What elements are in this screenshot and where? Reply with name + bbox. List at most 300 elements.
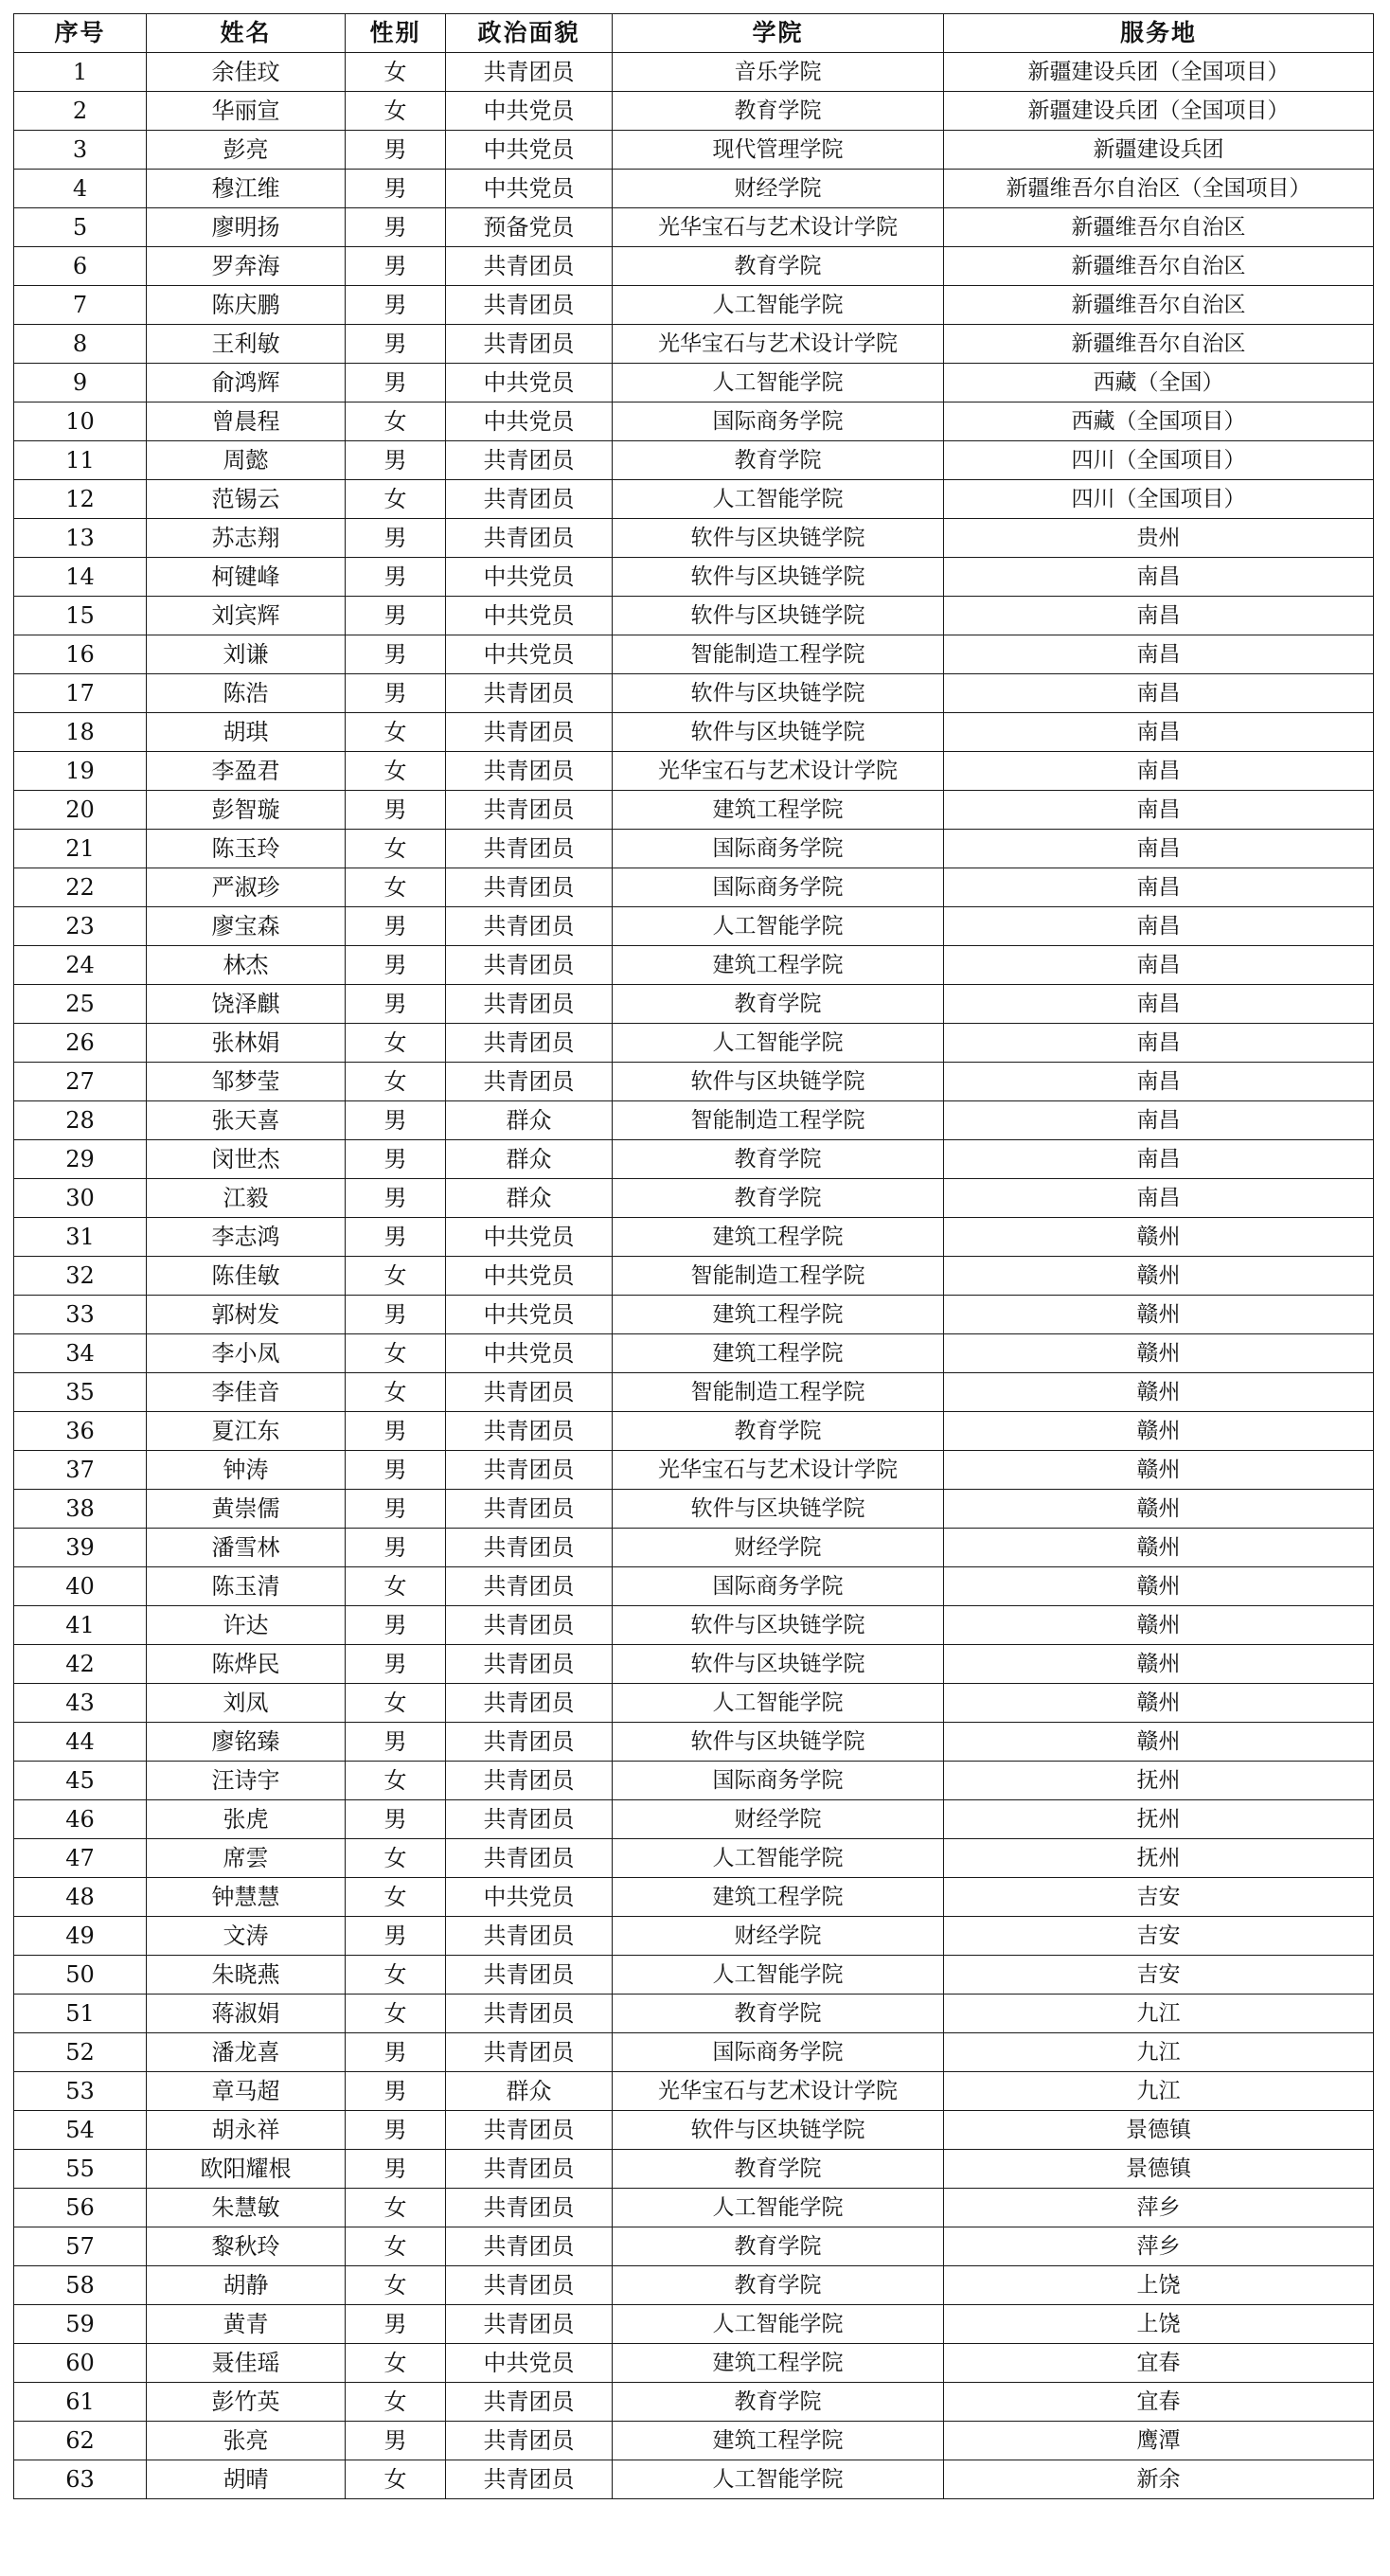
cell-index: 40 xyxy=(14,1567,147,1606)
table-row xyxy=(14,946,1374,985)
cell-service-location: 吉安 xyxy=(944,1917,1374,1956)
cell-service-location: 赣州 xyxy=(944,1412,1374,1451)
table-row xyxy=(14,635,1374,674)
table-row xyxy=(14,985,1374,1024)
cell-name: 朱晓燕 xyxy=(147,1956,346,1995)
cell-gender: 男 xyxy=(346,1490,446,1529)
table-row xyxy=(14,1723,1374,1762)
cell-index: 63 xyxy=(14,2460,147,2499)
cell-gender: 男 xyxy=(346,1179,446,1218)
cell-service-location: 赣州 xyxy=(944,1529,1374,1567)
table-row xyxy=(14,1296,1374,1334)
cell-service-location: 南昌 xyxy=(944,558,1374,597)
cell-college: 人工智能学院 xyxy=(613,907,944,946)
cell-gender: 男 xyxy=(346,364,446,402)
cell-name: 闵世杰 xyxy=(147,1140,346,1179)
cell-gender: 男 xyxy=(346,2072,446,2111)
cell-index: 32 xyxy=(14,1257,147,1296)
cell-college: 光华宝石与艺术设计学院 xyxy=(613,1451,944,1490)
cell-index: 5 xyxy=(14,208,147,247)
cell-college: 教育学院 xyxy=(613,1995,944,2033)
cell-service-location: 南昌 xyxy=(944,752,1374,791)
cell-name: 潘雪林 xyxy=(147,1529,346,1567)
cell-name: 夏江东 xyxy=(147,1412,346,1451)
cell-name: 廖铭臻 xyxy=(147,1723,346,1762)
cell-service-location: 吉安 xyxy=(944,1956,1374,1995)
cell-index: 50 xyxy=(14,1956,147,1995)
table-row xyxy=(14,208,1374,247)
cell-political-status: 共青团员 xyxy=(446,2460,613,2499)
cell-political-status: 中共党员 xyxy=(446,402,613,441)
cell-service-location: 赣州 xyxy=(944,1723,1374,1762)
cell-service-location: 宜春 xyxy=(944,2344,1374,2383)
cell-college: 教育学院 xyxy=(613,985,944,1024)
cell-name: 廖明扬 xyxy=(147,208,346,247)
cell-index: 61 xyxy=(14,2383,147,2422)
cell-political-status: 共青团员 xyxy=(446,907,613,946)
cell-gender: 男 xyxy=(346,1140,446,1179)
cell-service-location: 南昌 xyxy=(944,1179,1374,1218)
cell-college: 人工智能学院 xyxy=(613,1839,944,1878)
cell-gender: 男 xyxy=(346,597,446,635)
cell-political-status: 预备党员 xyxy=(446,208,613,247)
cell-college: 光华宝石与艺术设计学院 xyxy=(613,325,944,364)
cell-college: 财经学院 xyxy=(613,1917,944,1956)
cell-college: 人工智能学院 xyxy=(613,2460,944,2499)
cell-name: 刘谦 xyxy=(147,635,346,674)
cell-gender: 男 xyxy=(346,674,446,713)
cell-college: 财经学院 xyxy=(613,170,944,208)
cell-service-location: 南昌 xyxy=(944,1101,1374,1140)
cell-service-location: 南昌 xyxy=(944,674,1374,713)
cell-service-location: 赣州 xyxy=(944,1606,1374,1645)
cell-index: 22 xyxy=(14,868,147,907)
cell-gender: 男 xyxy=(346,1645,446,1684)
cell-index: 43 xyxy=(14,1684,147,1723)
table-row xyxy=(14,1606,1374,1645)
cell-gender: 女 xyxy=(346,2189,446,2227)
cell-gender: 男 xyxy=(346,1917,446,1956)
cell-political-status: 共青团员 xyxy=(446,441,613,480)
cell-name: 李小凤 xyxy=(147,1334,346,1373)
cell-service-location: 九江 xyxy=(944,2033,1374,2072)
cell-index: 62 xyxy=(14,2422,147,2460)
cell-gender: 男 xyxy=(346,1529,446,1567)
cell-gender: 女 xyxy=(346,2227,446,2266)
cell-index: 33 xyxy=(14,1296,147,1334)
table-row xyxy=(14,1218,1374,1257)
cell-index: 17 xyxy=(14,674,147,713)
cell-gender: 女 xyxy=(346,713,446,752)
cell-index: 20 xyxy=(14,791,147,830)
cell-gender: 男 xyxy=(346,1800,446,1839)
table-row xyxy=(14,1101,1374,1140)
cell-index: 1 xyxy=(14,53,147,92)
cell-gender: 男 xyxy=(346,2150,446,2189)
cell-service-location: 南昌 xyxy=(944,830,1374,868)
cell-index: 3 xyxy=(14,131,147,170)
table-row xyxy=(14,1956,1374,1995)
cell-college: 智能制造工程学院 xyxy=(613,1101,944,1140)
cell-name: 廖宝森 xyxy=(147,907,346,946)
table-row xyxy=(14,2072,1374,2111)
cell-name: 陈浩 xyxy=(147,674,346,713)
cell-index: 10 xyxy=(14,402,147,441)
table-row xyxy=(14,674,1374,713)
cell-college: 光华宝石与艺术设计学院 xyxy=(613,752,944,791)
cell-name: 江毅 xyxy=(147,1179,346,1218)
cell-college: 教育学院 xyxy=(613,92,944,131)
cell-name: 聂佳瑶 xyxy=(147,2344,346,2383)
cell-service-location: 南昌 xyxy=(944,713,1374,752)
table-row xyxy=(14,1024,1374,1063)
cell-index: 18 xyxy=(14,713,147,752)
cell-gender: 男 xyxy=(346,1606,446,1645)
cell-index: 4 xyxy=(14,170,147,208)
table-row xyxy=(14,247,1374,286)
cell-name: 王利敏 xyxy=(147,325,346,364)
cell-service-location: 南昌 xyxy=(944,868,1374,907)
cell-political-status: 共青团员 xyxy=(446,713,613,752)
table-row xyxy=(14,1373,1374,1412)
cell-name: 张虎 xyxy=(147,1800,346,1839)
cell-name: 陈庆鹏 xyxy=(147,286,346,325)
cell-gender: 男 xyxy=(346,946,446,985)
cell-service-location: 南昌 xyxy=(944,907,1374,946)
cell-college: 软件与区块链学院 xyxy=(613,1063,944,1101)
cell-political-status: 共青团员 xyxy=(446,286,613,325)
header-gender: 性别 xyxy=(346,14,446,53)
cell-service-location: 赣州 xyxy=(944,1257,1374,1296)
cell-college: 建筑工程学院 xyxy=(613,946,944,985)
cell-name: 黄青 xyxy=(147,2305,346,2344)
table-row xyxy=(14,1684,1374,1723)
cell-gender: 女 xyxy=(346,53,446,92)
cell-political-status: 共青团员 xyxy=(446,1956,613,1995)
table-row xyxy=(14,558,1374,597)
cell-name: 林杰 xyxy=(147,946,346,985)
cell-name: 柯键峰 xyxy=(147,558,346,597)
table-row xyxy=(14,1490,1374,1529)
cell-index: 46 xyxy=(14,1800,147,1839)
cell-gender: 女 xyxy=(346,2460,446,2499)
cell-political-status: 中共党员 xyxy=(446,131,613,170)
cell-political-status: 中共党员 xyxy=(446,92,613,131)
cell-service-location: 南昌 xyxy=(944,1063,1374,1101)
cell-college: 人工智能学院 xyxy=(613,2189,944,2227)
cell-political-status: 共青团员 xyxy=(446,1606,613,1645)
cell-political-status: 中共党员 xyxy=(446,1878,613,1917)
cell-service-location: 抚州 xyxy=(944,1839,1374,1878)
cell-gender: 男 xyxy=(346,519,446,558)
cell-index: 51 xyxy=(14,1995,147,2033)
cell-service-location: 赣州 xyxy=(944,1296,1374,1334)
cell-name: 张林娟 xyxy=(147,1024,346,1063)
header-college: 学院 xyxy=(613,14,944,53)
cell-name: 曾晨程 xyxy=(147,402,346,441)
cell-service-location: 赣州 xyxy=(944,1334,1374,1373)
table-row xyxy=(14,1451,1374,1490)
cell-service-location: 南昌 xyxy=(944,1024,1374,1063)
cell-name: 彭竹英 xyxy=(147,2383,346,2422)
cell-gender: 女 xyxy=(346,2383,446,2422)
cell-political-status: 共青团员 xyxy=(446,2150,613,2189)
cell-gender: 女 xyxy=(346,2266,446,2305)
cell-political-status: 中共党员 xyxy=(446,1334,613,1373)
cell-gender: 女 xyxy=(346,1334,446,1373)
cell-name: 范锡云 xyxy=(147,480,346,519)
table-row xyxy=(14,2383,1374,2422)
table-row xyxy=(14,53,1374,92)
cell-college: 软件与区块链学院 xyxy=(613,1645,944,1684)
cell-gender: 女 xyxy=(346,1567,446,1606)
cell-gender: 女 xyxy=(346,1684,446,1723)
cell-college: 智能制造工程学院 xyxy=(613,635,944,674)
cell-service-location: 南昌 xyxy=(944,635,1374,674)
table-row xyxy=(14,1839,1374,1878)
cell-political-status: 共青团员 xyxy=(446,519,613,558)
cell-political-status: 共青团员 xyxy=(446,2305,613,2344)
cell-index: 56 xyxy=(14,2189,147,2227)
cell-political-status: 中共党员 xyxy=(446,170,613,208)
cell-college: 国际商务学院 xyxy=(613,868,944,907)
cell-index: 28 xyxy=(14,1101,147,1140)
cell-index: 60 xyxy=(14,2344,147,2383)
cell-political-status: 共青团员 xyxy=(446,830,613,868)
cell-service-location: 景德镇 xyxy=(944,2111,1374,2150)
cell-gender: 男 xyxy=(346,635,446,674)
cell-index: 54 xyxy=(14,2111,147,2150)
table-row xyxy=(14,1529,1374,1567)
cell-college: 建筑工程学院 xyxy=(613,791,944,830)
cell-college: 建筑工程学院 xyxy=(613,1218,944,1257)
cell-gender: 男 xyxy=(346,247,446,286)
cell-index: 59 xyxy=(14,2305,147,2344)
cell-service-location: 萍乡 xyxy=(944,2227,1374,2266)
cell-gender: 女 xyxy=(346,480,446,519)
table-row xyxy=(14,713,1374,752)
cell-gender: 男 xyxy=(346,1723,446,1762)
cell-name: 钟涛 xyxy=(147,1451,346,1490)
cell-college: 人工智能学院 xyxy=(613,2305,944,2344)
cell-gender: 男 xyxy=(346,985,446,1024)
cell-gender: 女 xyxy=(346,1839,446,1878)
cell-political-status: 群众 xyxy=(446,2072,613,2111)
cell-college: 国际商务学院 xyxy=(613,1567,944,1606)
table-row xyxy=(14,791,1374,830)
cell-gender: 男 xyxy=(346,286,446,325)
cell-political-status: 中共党员 xyxy=(446,597,613,635)
cell-political-status: 共青团员 xyxy=(446,1839,613,1878)
cell-service-location: 赣州 xyxy=(944,1218,1374,1257)
cell-index: 48 xyxy=(14,1878,147,1917)
cell-service-location: 南昌 xyxy=(944,985,1374,1024)
table-row xyxy=(14,830,1374,868)
cell-index: 35 xyxy=(14,1373,147,1412)
cell-index: 45 xyxy=(14,1762,147,1800)
cell-service-location: 鹰潭 xyxy=(944,2422,1374,2460)
cell-name: 陈烨民 xyxy=(147,1645,346,1684)
table-row xyxy=(14,286,1374,325)
cell-gender: 女 xyxy=(346,1995,446,2033)
cell-name: 严淑珍 xyxy=(147,868,346,907)
cell-name: 黎秋玲 xyxy=(147,2227,346,2266)
table-row xyxy=(14,2266,1374,2305)
cell-college: 人工智能学院 xyxy=(613,364,944,402)
cell-index: 30 xyxy=(14,1179,147,1218)
cell-name: 刘宾辉 xyxy=(147,597,346,635)
table-row xyxy=(14,907,1374,946)
cell-college: 教育学院 xyxy=(613,1412,944,1451)
cell-name: 彭亮 xyxy=(147,131,346,170)
header-political-status: 政治面貌 xyxy=(446,14,613,53)
cell-name: 胡永祥 xyxy=(147,2111,346,2150)
cell-index: 41 xyxy=(14,1606,147,1645)
cell-name: 周懿 xyxy=(147,441,346,480)
cell-index: 58 xyxy=(14,2266,147,2305)
cell-index: 8 xyxy=(14,325,147,364)
cell-name: 蒋淑娟 xyxy=(147,1995,346,2033)
cell-college: 教育学院 xyxy=(613,2266,944,2305)
cell-name: 李盈君 xyxy=(147,752,346,791)
cell-name: 席雲 xyxy=(147,1839,346,1878)
cell-name: 文涛 xyxy=(147,1917,346,1956)
cell-index: 7 xyxy=(14,286,147,325)
cell-index: 13 xyxy=(14,519,147,558)
cell-gender: 女 xyxy=(346,1956,446,1995)
cell-service-location: 南昌 xyxy=(944,946,1374,985)
cell-political-status: 共青团员 xyxy=(446,2227,613,2266)
cell-name: 胡静 xyxy=(147,2266,346,2305)
cell-political-status: 共青团员 xyxy=(446,1412,613,1451)
cell-name: 陈玉清 xyxy=(147,1567,346,1606)
cell-college: 建筑工程学院 xyxy=(613,2344,944,2383)
table-row xyxy=(14,519,1374,558)
volunteer-list-table xyxy=(13,13,1374,2499)
table-body xyxy=(14,53,1374,2499)
cell-gender: 男 xyxy=(346,208,446,247)
table-row xyxy=(14,1412,1374,1451)
cell-college: 国际商务学院 xyxy=(613,1762,944,1800)
cell-name: 穆江维 xyxy=(147,170,346,208)
cell-political-status: 群众 xyxy=(446,1179,613,1218)
cell-name: 李志鸿 xyxy=(147,1218,346,1257)
table-row xyxy=(14,2111,1374,2150)
cell-service-location: 新疆维吾尔自治区（全国项目） xyxy=(944,170,1374,208)
table-row xyxy=(14,1334,1374,1373)
cell-service-location: 新疆维吾尔自治区 xyxy=(944,325,1374,364)
cell-college: 教育学院 xyxy=(613,2150,944,2189)
cell-gender: 男 xyxy=(346,2305,446,2344)
cell-name: 胡琪 xyxy=(147,713,346,752)
cell-index: 44 xyxy=(14,1723,147,1762)
cell-gender: 男 xyxy=(346,2033,446,2072)
cell-college: 人工智能学院 xyxy=(613,1024,944,1063)
cell-gender: 男 xyxy=(346,791,446,830)
cell-index: 24 xyxy=(14,946,147,985)
cell-service-location: 九江 xyxy=(944,1995,1374,2033)
cell-index: 49 xyxy=(14,1917,147,1956)
cell-index: 25 xyxy=(14,985,147,1024)
cell-name: 李佳音 xyxy=(147,1373,346,1412)
cell-gender: 男 xyxy=(346,1451,446,1490)
cell-service-location: 赣州 xyxy=(944,1645,1374,1684)
cell-political-status: 群众 xyxy=(446,1140,613,1179)
table-row xyxy=(14,1800,1374,1839)
cell-gender: 男 xyxy=(346,1296,446,1334)
cell-name: 苏志翔 xyxy=(147,519,346,558)
cell-gender: 男 xyxy=(346,1412,446,1451)
cell-political-status: 共青团员 xyxy=(446,1490,613,1529)
cell-gender: 女 xyxy=(346,1257,446,1296)
cell-political-status: 中共党员 xyxy=(446,1296,613,1334)
cell-college: 教育学院 xyxy=(613,1140,944,1179)
cell-college: 财经学院 xyxy=(613,1800,944,1839)
table-row xyxy=(14,2189,1374,2227)
cell-college: 人工智能学院 xyxy=(613,1956,944,1995)
table-row xyxy=(14,2460,1374,2499)
table-row xyxy=(14,752,1374,791)
cell-index: 36 xyxy=(14,1412,147,1451)
cell-index: 57 xyxy=(14,2227,147,2266)
table-row xyxy=(14,131,1374,170)
cell-service-location: 宜春 xyxy=(944,2383,1374,2422)
cell-service-location: 四川（全国项目） xyxy=(944,480,1374,519)
cell-service-location: 西藏（全国项目） xyxy=(944,402,1374,441)
cell-gender: 女 xyxy=(346,830,446,868)
cell-index: 31 xyxy=(14,1218,147,1257)
table-row xyxy=(14,1917,1374,1956)
cell-index: 39 xyxy=(14,1529,147,1567)
cell-college: 软件与区块链学院 xyxy=(613,558,944,597)
cell-political-status: 中共党员 xyxy=(446,558,613,597)
cell-gender: 女 xyxy=(346,1762,446,1800)
cell-name: 邹梦莹 xyxy=(147,1063,346,1101)
cell-college: 智能制造工程学院 xyxy=(613,1257,944,1296)
cell-gender: 女 xyxy=(346,1878,446,1917)
cell-index: 26 xyxy=(14,1024,147,1063)
table-header xyxy=(14,14,1374,53)
cell-college: 建筑工程学院 xyxy=(613,1878,944,1917)
table-row xyxy=(14,1179,1374,1218)
cell-index: 12 xyxy=(14,480,147,519)
cell-gender: 男 xyxy=(346,325,446,364)
cell-service-location: 抚州 xyxy=(944,1800,1374,1839)
cell-index: 34 xyxy=(14,1334,147,1373)
cell-service-location: 南昌 xyxy=(944,1140,1374,1179)
cell-political-status: 共青团员 xyxy=(446,1024,613,1063)
cell-political-status: 共青团员 xyxy=(446,1723,613,1762)
table-row xyxy=(14,441,1374,480)
cell-political-status: 共青团员 xyxy=(446,1451,613,1490)
table-row xyxy=(14,1762,1374,1800)
table-row xyxy=(14,1878,1374,1917)
cell-index: 47 xyxy=(14,1839,147,1878)
cell-gender: 男 xyxy=(346,2422,446,2460)
cell-index: 16 xyxy=(14,635,147,674)
cell-service-location: 景德镇 xyxy=(944,2150,1374,2189)
cell-name: 胡晴 xyxy=(147,2460,346,2499)
cell-index: 52 xyxy=(14,2033,147,2072)
cell-political-status: 共青团员 xyxy=(446,247,613,286)
cell-index: 6 xyxy=(14,247,147,286)
table-row xyxy=(14,1140,1374,1179)
cell-college: 教育学院 xyxy=(613,2383,944,2422)
cell-college: 软件与区块链学院 xyxy=(613,713,944,752)
cell-gender: 女 xyxy=(346,752,446,791)
cell-name: 章马超 xyxy=(147,2072,346,2111)
cell-index: 15 xyxy=(14,597,147,635)
